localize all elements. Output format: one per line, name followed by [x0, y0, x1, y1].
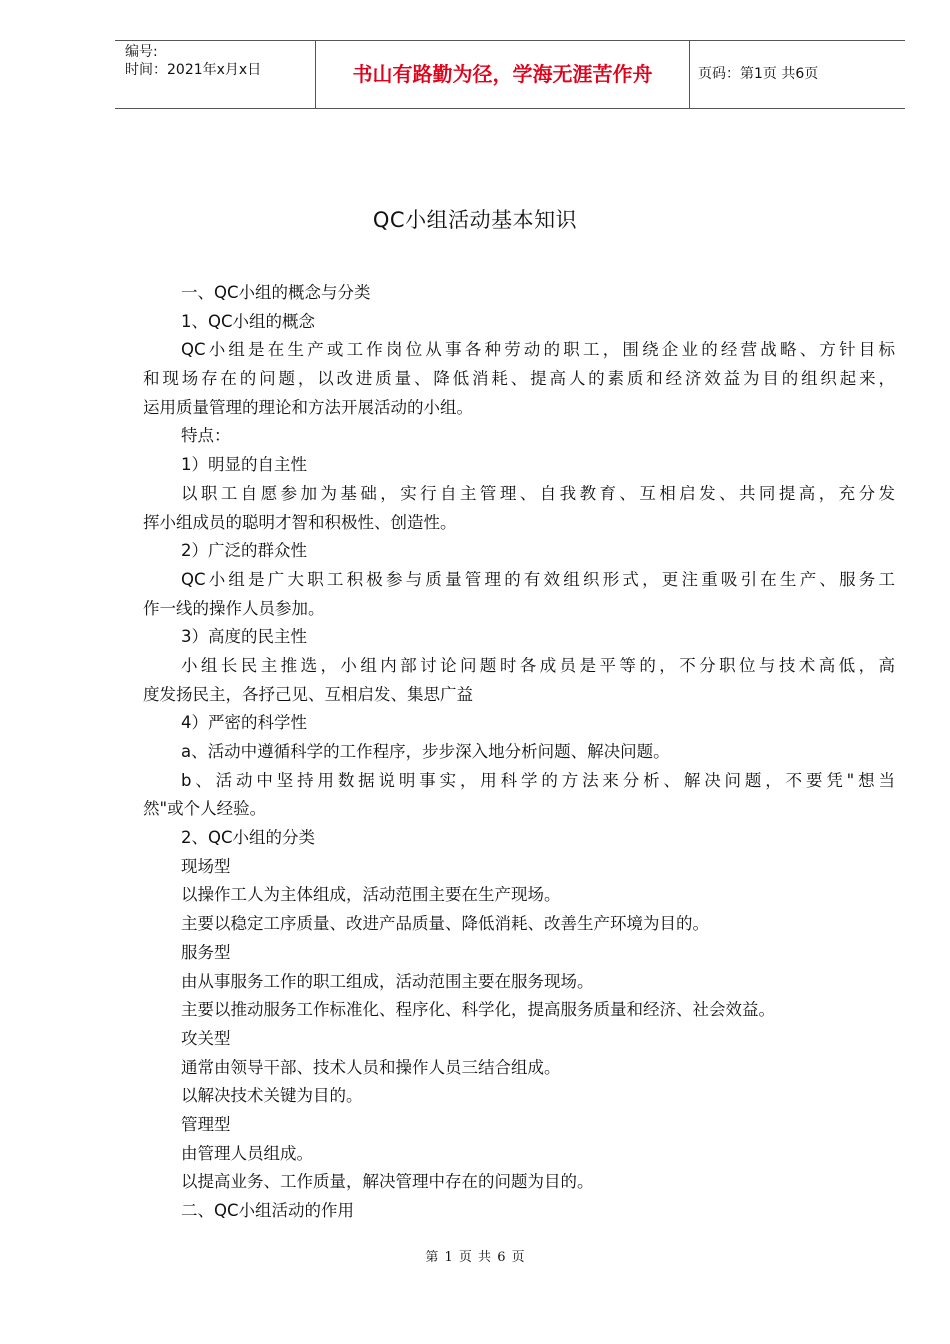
- category-heading: 攻关型: [181, 1028, 231, 1048]
- category-heading: 管理型: [181, 1114, 231, 1134]
- paragraph-line: 以解决技术关键为目的。: [181, 1086, 363, 1106]
- paragraph-line: 挥小组成员的聪明才智和积极性、创造性。: [143, 512, 457, 532]
- paragraph-line: QC小组是在生产或工作岗位从事各种劳动的职工，围绕企业的经营战略、方针目标: [181, 340, 895, 360]
- document-body: [143, 279, 895, 1226]
- paragraph-line: 作一线的操作人员参加。: [143, 598, 325, 618]
- paragraph-line: 以职工自愿参加为基础，实行自主管理、自我教育、互相启发、共同提高，充分发: [181, 483, 895, 503]
- paragraph-line: 以提高业务、工作质量，解决管理中存在的问题为目的。: [181, 1172, 594, 1192]
- paragraph-line: 由管理人员组成。: [181, 1143, 313, 1163]
- paragraph-line: 然"或个人经验。: [143, 799, 267, 819]
- paragraph-line: 以操作工人为主体组成，活动范围主要在生产现场。: [181, 885, 561, 905]
- paragraph-line: a、活动中遵循科学的工作程序，步步深入地分析问题、解决问题。: [181, 742, 670, 761]
- document-time-label: 时间：2021年x月x日: [125, 62, 262, 78]
- paragraph-line: 特点：: [181, 426, 231, 446]
- header-motto: 书山有路勤为径，学海无涯苦作舟: [315, 41, 690, 108]
- category-heading: 服务型: [181, 942, 231, 962]
- section-heading: 二、QC小组活动的作用: [181, 1201, 355, 1220]
- list-heading: 4）严密的科学性: [181, 713, 307, 733]
- paragraph-line: 由从事服务工作的职工组成，活动范围主要在服务现场。: [181, 971, 594, 991]
- header-meta: [115, 41, 315, 108]
- subsection-heading: 2、QC小组的分类: [181, 828, 316, 848]
- paragraph-line: 运用质量管理的理论和方法开展活动的小组。: [143, 397, 473, 417]
- paragraph-line: 通常由领导干部、技术人员和操作人员三结合组成。: [181, 1057, 561, 1077]
- document-title: QC小组活动基本知识: [372, 208, 578, 232]
- list-heading: 3）高度的民主性: [181, 627, 307, 647]
- header-page-info: 页码：第1页 共6页: [698, 66, 819, 82]
- list-heading: 2）广泛的群众性: [181, 541, 307, 561]
- list-heading: 1）明显的自主性: [181, 455, 307, 475]
- subsection-heading: 1、QC小组的概念: [181, 311, 316, 331]
- paragraph-line: 主要以推动服务工作标准化、程序化、科学化，提高服务质量和经济、社会效益。: [181, 1000, 775, 1020]
- category-heading: 现场型: [181, 856, 231, 876]
- section-heading: 一、QC小组的概念与分类: [181, 283, 371, 302]
- page-footer: 第 1 页 共 6 页: [425, 1250, 525, 1265]
- document-number-label: 编号:: [125, 44, 158, 60]
- paragraph-line: 主要以稳定工序质量、改进产品质量、降低消耗、改善生产环境为目的。: [181, 914, 709, 934]
- paragraph-line: 和现场存在的问题，以改进质量、降低消耗、提高人的素质和经济效益为目的组织起来，: [143, 369, 895, 389]
- paragraph-line: QC小组是广大职工积极参与质量管理的有效组织形式，更注重吸引在生产、服务工: [181, 569, 895, 589]
- paragraph-line: 小组长民主推选，小组内部讨论问题时各成员是平等的，不分职位与技术高低，高: [181, 655, 895, 675]
- paragraph-line: b、活动中坚持用数据说明事实，用科学的方法来分析、解决问题，不要凭"想当: [181, 770, 895, 790]
- paragraph-line: 度发扬民主，各抒己见、互相启发、集思广益: [143, 684, 473, 704]
- page-header: [115, 40, 905, 109]
